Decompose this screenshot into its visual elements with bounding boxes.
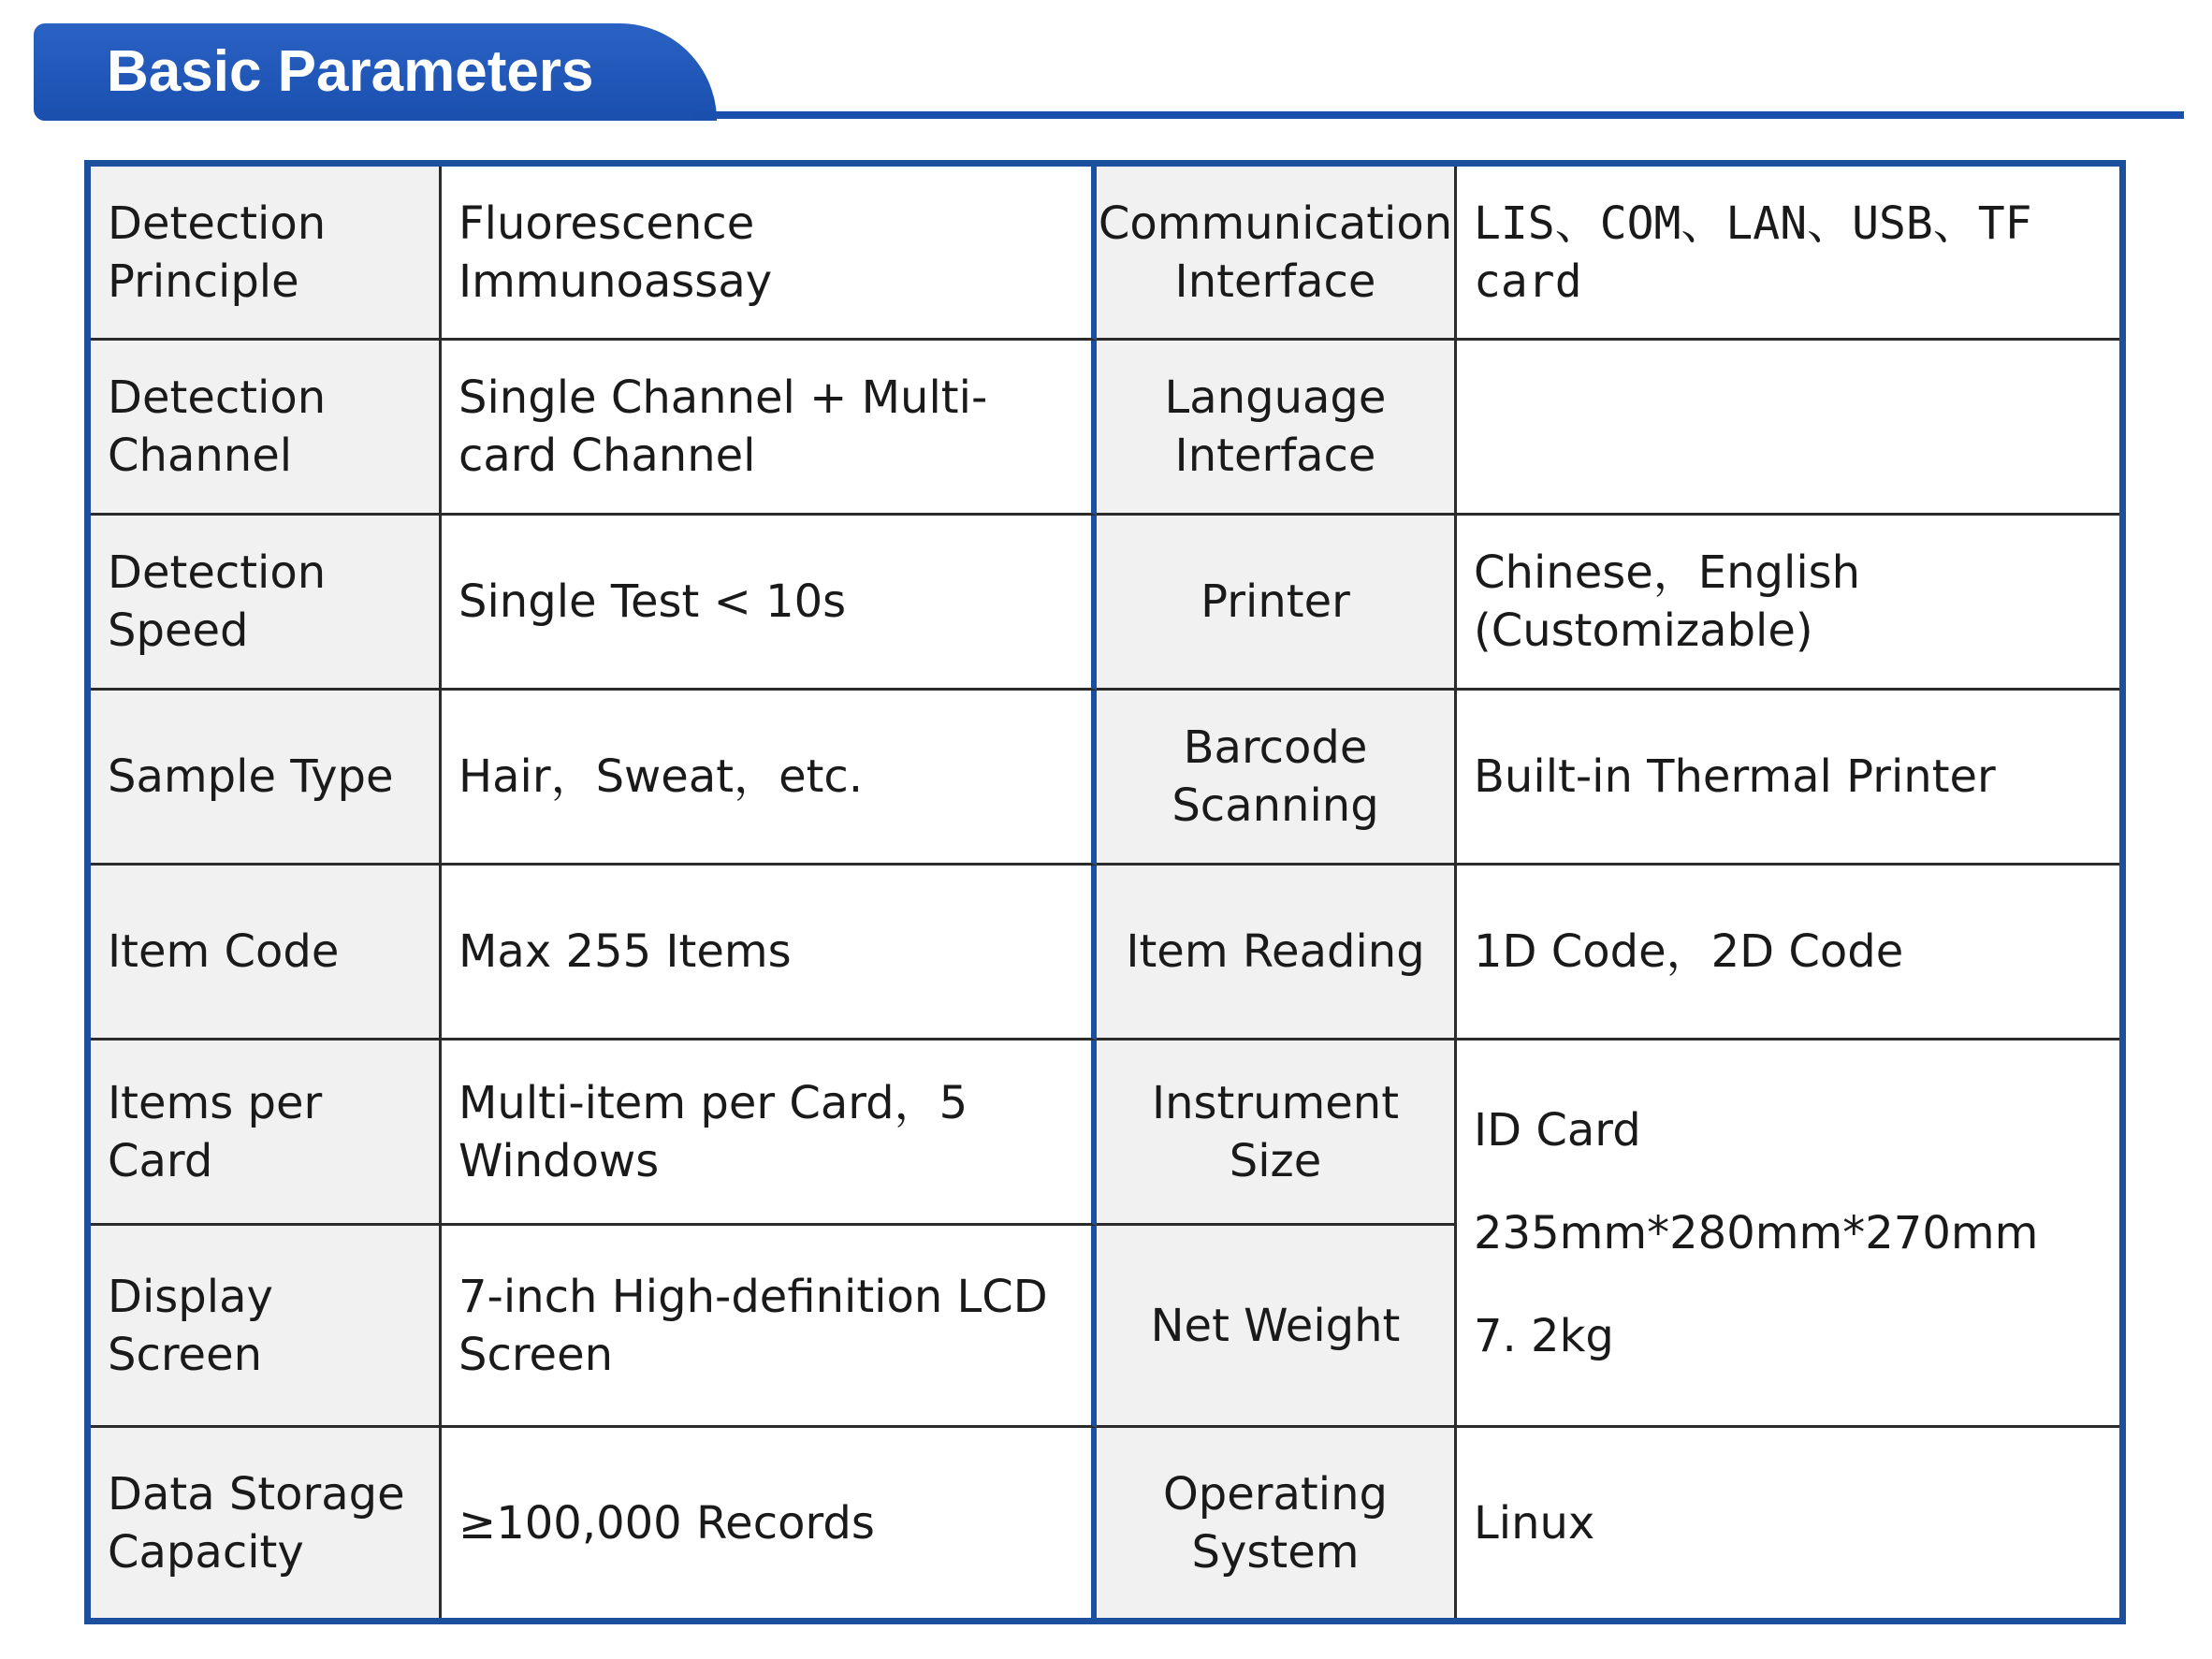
param-label: Items per Card <box>108 1076 323 1187</box>
param-label-cell <box>91 1041 442 1226</box>
param-value-cell <box>1457 1428 2119 1618</box>
param-value: LIS、COM、LAN、USB、TF card <box>1474 196 2032 308</box>
param-label: Sample Type <box>108 750 394 803</box>
param-value-cell <box>442 691 1097 866</box>
param-label-cell <box>1097 516 1457 691</box>
merged-value-line: ID Card <box>1474 1103 1641 1157</box>
param-label-cell <box>1097 167 1457 341</box>
param-label: Barcode Scanning <box>1171 721 1379 832</box>
param-value: Single Test < 10s <box>458 575 847 628</box>
param-label-cell <box>91 1226 442 1428</box>
param-value: Max 255 Items <box>458 925 792 978</box>
param-value: Fluorescence Immunoassay <box>458 196 773 308</box>
param-label: Communication Interface <box>1098 196 1453 308</box>
param-label-cell <box>91 516 442 691</box>
param-value-cell <box>442 1428 1097 1618</box>
param-label-cell <box>91 866 442 1041</box>
merged-value-line: 235mm*280mm*270mm <box>1474 1206 2039 1259</box>
param-label: Display Screen <box>108 1270 273 1381</box>
param-label-cell <box>91 341 442 516</box>
param-label: Detection Speed <box>108 546 327 657</box>
param-value-cell <box>442 167 1097 341</box>
param-value: Built-in Thermal Printer <box>1474 750 1996 803</box>
param-value-cell <box>442 1226 1097 1428</box>
param-value-cell <box>442 1041 1097 1226</box>
merged-value-cell <box>1457 1041 2119 1428</box>
param-value-cell <box>1457 341 2119 516</box>
param-label-cell <box>91 1428 442 1618</box>
param-label: Language Interface <box>1164 371 1387 482</box>
param-label: Net Weight <box>1150 1299 1401 1352</box>
param-value: Hair，Sweat，etc. <box>458 750 864 803</box>
param-label: Instrument Size <box>1151 1076 1400 1187</box>
param-value: 1D Code，2D Code <box>1474 925 1904 978</box>
param-value: 7-inch High-definition LCD Screen <box>458 1270 1048 1381</box>
param-label-cell <box>91 167 442 341</box>
param-label-cell <box>1097 1428 1457 1618</box>
param-value-cell <box>442 341 1097 516</box>
param-label: Data Storage Capacity <box>108 1467 405 1579</box>
param-label: Item Code <box>108 925 340 978</box>
parameters-table <box>84 160 2126 1624</box>
param-label-cell <box>91 691 442 866</box>
param-label: Printer <box>1201 575 1350 628</box>
param-label-cell <box>1097 341 1457 516</box>
param-value-cell <box>1457 866 2119 1041</box>
param-label: Detection Principle <box>108 196 327 308</box>
param-label: Operating System <box>1163 1467 1388 1579</box>
param-label-cell <box>1097 1226 1457 1428</box>
page-title: Basic Parameters <box>107 39 594 104</box>
merged-value-line: 7. 2kg <box>1474 1309 1614 1362</box>
param-value-cell <box>1457 516 2119 691</box>
param-value-cell <box>442 866 1097 1041</box>
param-label-cell <box>1097 691 1457 866</box>
param-value-cell <box>1457 167 2119 341</box>
param-value: Single Channel + Multi-card Channel <box>458 371 988 482</box>
param-value: Multi-item per Card，5 Windows <box>458 1076 968 1187</box>
param-label: Item Reading <box>1126 925 1425 978</box>
param-value: Linux <box>1474 1496 1595 1550</box>
header-rule <box>692 111 2184 119</box>
param-value: Chinese，English (Customizable) <box>1474 546 1861 657</box>
param-label: Detection Channel <box>108 371 327 482</box>
param-label-cell <box>1097 1041 1457 1226</box>
header-tab <box>34 23 717 121</box>
param-value-cell <box>442 516 1097 691</box>
param-value-cell <box>1457 691 2119 866</box>
param-label-cell <box>1097 866 1457 1041</box>
param-value: ≥100,000 Records <box>458 1496 875 1550</box>
